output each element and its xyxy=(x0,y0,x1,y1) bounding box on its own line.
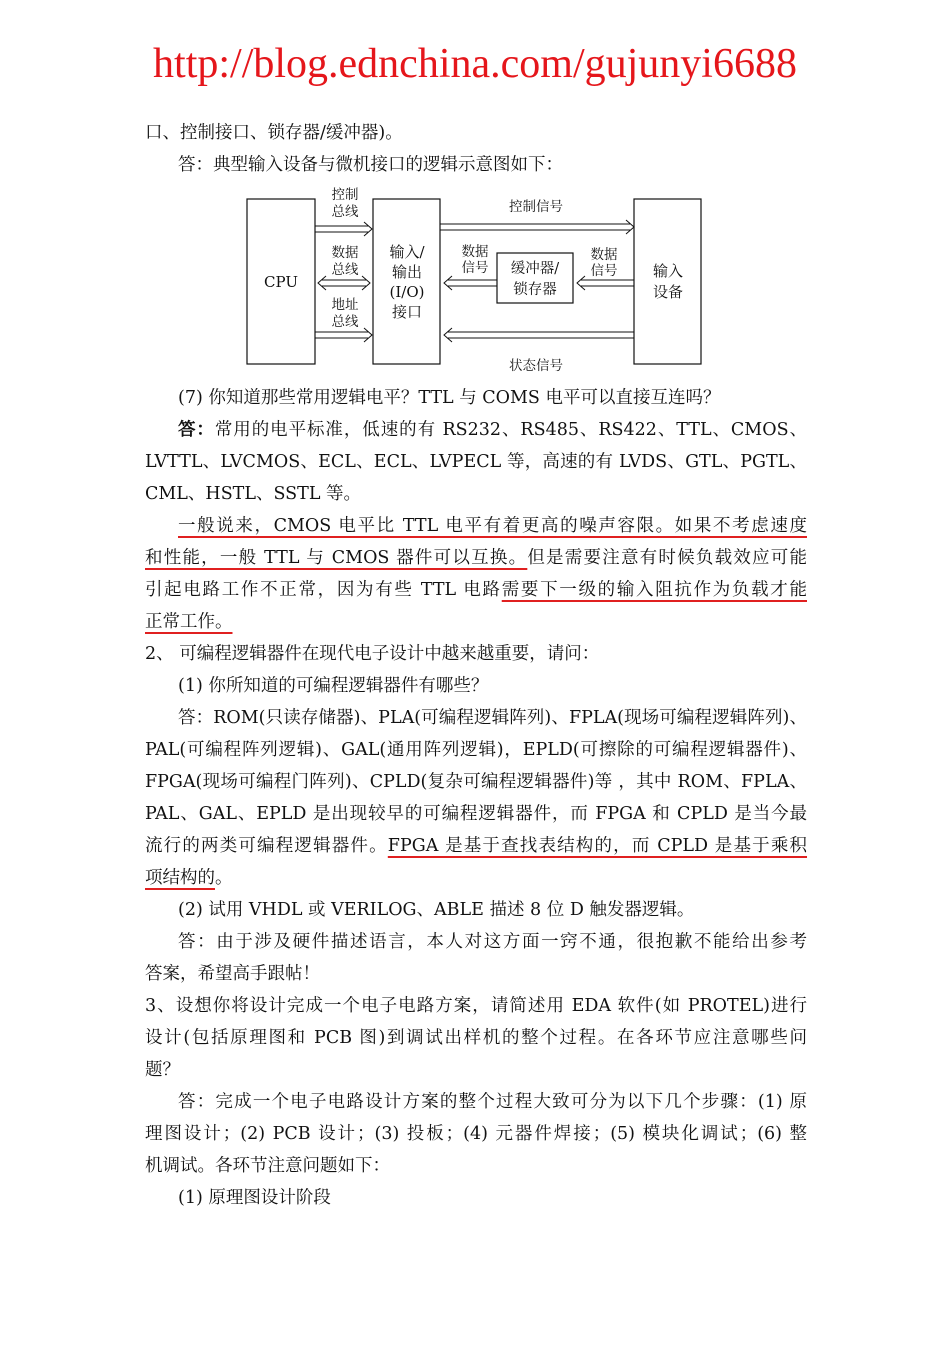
data-signal-left-label: 信号 xyxy=(461,260,489,276)
address-bus-label: 地址 xyxy=(331,297,359,313)
text-span: 。 xyxy=(215,868,233,888)
data-signal-right-label: 信号 xyxy=(590,263,618,279)
underlined-span: 正常工作。 xyxy=(145,612,233,632)
control-signal-arrow xyxy=(440,220,634,234)
text-line: 口、控制接口、锁存器/缓冲器)。 xyxy=(145,123,403,143)
section-heading: 3、设想你将设计完成一个电子电路方案，请简述用 EDA 软件(如 PROTEL)进行 xyxy=(145,996,807,1016)
io-label: 输入/ xyxy=(389,243,425,261)
section-heading: 2、 可编程逻辑器件在现代电子设计中越来越重要，请问： xyxy=(145,644,600,664)
text-line: (1) 原理图设计阶段 xyxy=(178,1188,331,1208)
text-line xyxy=(178,418,807,442)
data-bus-label: 总线 xyxy=(331,262,359,278)
text-line: 答：典型输入设备与微机接口的逻辑示意图如下： xyxy=(178,155,563,175)
text-line: 理图设计；(2) PCB 设计；(3) 投板；(4) 元器件焊接；(5) 模块化调试；(6) 整 xyxy=(145,1124,807,1144)
text-span: 流行的两类可编程逻辑器件。 xyxy=(145,836,388,856)
text-line xyxy=(145,578,807,602)
text-line: CML、HSTL、SSTL 等。 xyxy=(145,484,361,504)
text-line xyxy=(145,546,807,570)
text-line xyxy=(145,834,807,858)
control-bus-arrow xyxy=(315,222,372,236)
text-span: 引起电路工作不正常，因为有些 TTL 电路 xyxy=(145,580,502,600)
text-line: FPGA(现场可编程门阵列)、CPLD(复杂可编程逻辑器件)等 ，其中 ROM、FPLA、 xyxy=(145,772,807,792)
text-line: 答：完成一个电子电路设计方案的整个过程大致可分为以下几个步骤：(1) 原 xyxy=(178,1092,807,1112)
text-line: LVTTL、LVCMOS、ECL、ECL、LVPECL 等，高速的有 LVDS、GTL、PGTL、 xyxy=(145,452,807,472)
text-line: 题？ xyxy=(145,1060,180,1080)
status-signal-label: 状态信号 xyxy=(509,358,563,374)
address-bus-label: 总线 xyxy=(331,314,359,330)
data-signal-left-arrow xyxy=(444,276,497,290)
text-line: 机调试。各环节注意问题如下： xyxy=(145,1156,390,1176)
blog-url-header: http://blog.ednchina.com/gujunyi6688 xyxy=(153,41,797,87)
control-signal-label: 控制信号 xyxy=(509,199,563,215)
cpu-box xyxy=(247,199,315,364)
underlined-span: 需要下一级的输入阻抗作为负载才能 xyxy=(501,580,807,600)
text-line xyxy=(145,610,807,634)
address-bus-arrow xyxy=(315,328,372,342)
data-bus-label: 数据 xyxy=(331,245,359,261)
underlined-line: 一般说来，CMOS 电平比 TTL 电平有着更高的噪声容限。如果不考虑速度 xyxy=(178,516,807,536)
input-device-box xyxy=(634,199,701,364)
buffer-label: 缓冲器/ xyxy=(510,261,560,277)
data-bus-arrow xyxy=(318,276,370,290)
buffer-latch-box xyxy=(497,253,573,303)
io-label: 接口 xyxy=(391,303,423,321)
text-line: PAL、GAL、EPLD 是出现较早的可编程逻辑器件，而 FPGA 和 CPLD 是当今最 xyxy=(145,804,807,824)
text-span: 常用的电平标准，低速的有 RS232、RS485、RS422、TTL、CMOS、 xyxy=(214,420,807,440)
underlined-span: FPGA 是基于查找表结构的，而 CPLD 是基于乘积 xyxy=(387,836,808,856)
data-signal-right-label: 数据 xyxy=(590,247,618,263)
text-line xyxy=(145,866,807,890)
input-device-label: 设备 xyxy=(652,283,684,301)
text-line: (1) 你所知道的可编程逻辑器件有哪些？ xyxy=(178,676,489,696)
text-line: 答案，希望高手跟帖！ xyxy=(145,964,320,984)
cpu-label: CPU xyxy=(264,273,298,291)
data-signal-right-arrow xyxy=(577,276,634,290)
underlined-span: 和性能，一般 TTL 与 CMOS 器件可以互换。 xyxy=(145,548,528,568)
text-line: (7) 你知道那些常用逻辑电平？TTL 与 COMS 电平可以直接互连吗？ xyxy=(178,388,721,408)
control-bus-label: 控制 xyxy=(331,187,359,203)
text-line: 设计(包括原理图和 PCB 图)到调试出样机的整个过程。在各环节应注意哪些问 xyxy=(145,1028,807,1048)
status-signal-arrow xyxy=(444,328,634,342)
underlined-span: 项结构的 xyxy=(145,868,215,888)
text-span: 但是需要注意有时候负载效应可能 xyxy=(527,548,808,568)
io-label: 输出 xyxy=(391,263,423,281)
answer-label: 答： xyxy=(178,420,215,440)
text-line: 答：由于涉及硬件描述语言，本人对这方面一窍不通，很抱歉不能给出参考 xyxy=(178,932,807,952)
text-line: 答：ROM(只读存储器)、PLA(可编程逻辑阵列)、FPLA(现场可编程逻辑阵列)、 xyxy=(178,708,807,728)
text-line: (2) 试用 VHDL 或 VERILOG、ABLE 描述 8 位 D 触发器逻辑。 xyxy=(178,900,695,920)
data-signal-left-label: 数据 xyxy=(461,244,489,260)
buffer-label: 锁存器 xyxy=(513,282,557,298)
input-device-label: 输入 xyxy=(652,262,684,280)
io-interface-box xyxy=(373,199,440,364)
io-label: (I/O) xyxy=(389,283,425,301)
text-line: PAL(可编程阵列逻辑)、GAL(通用阵列逻辑)，EPLD(可擦除的可编程逻辑器件)、 xyxy=(145,740,807,760)
control-bus-label: 总线 xyxy=(331,204,359,220)
